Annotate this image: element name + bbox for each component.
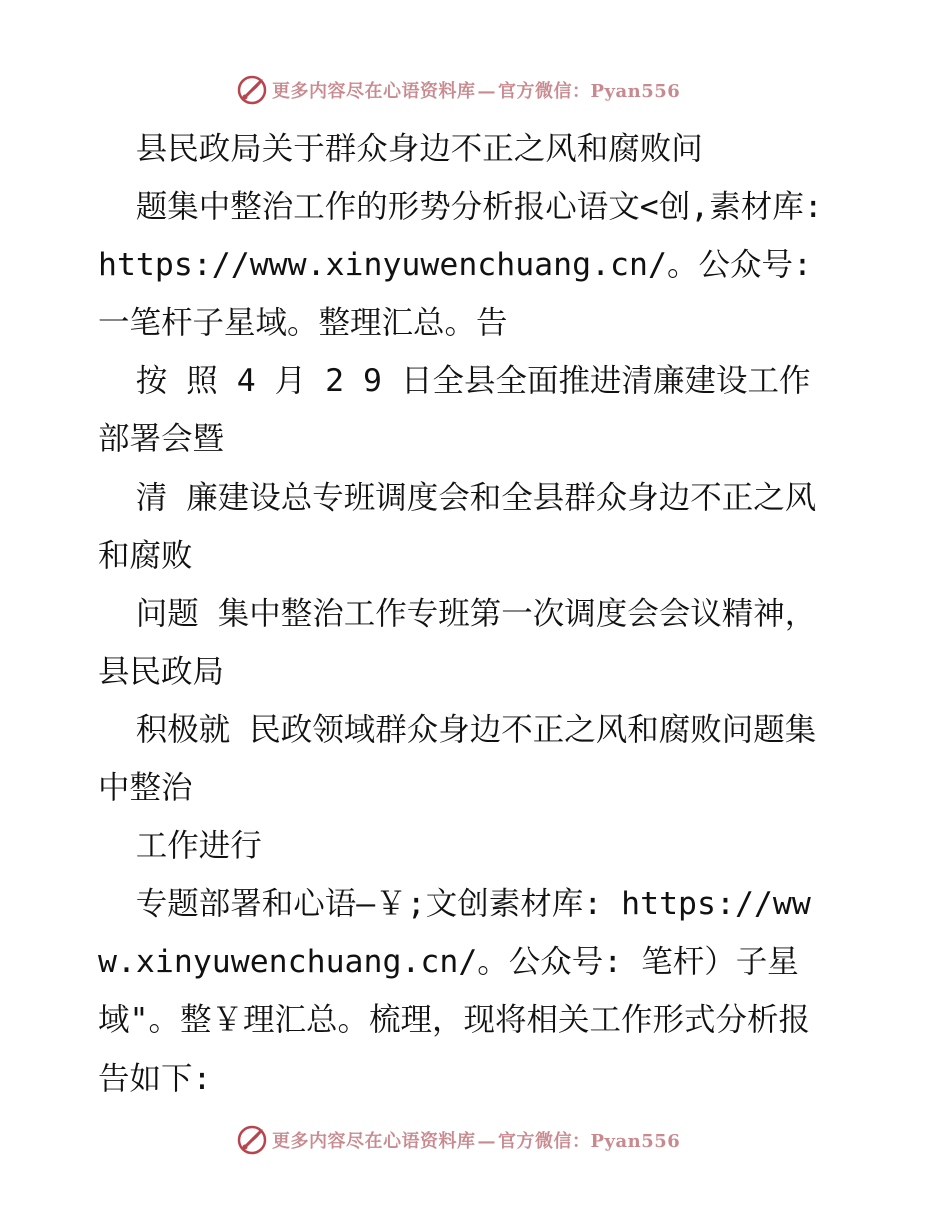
paragraph-meeting-reference: 按 照 4 月 2 9 日全县全面推进清廉建设工作部署会暨 <box>98 363 811 458</box>
document-body <box>98 120 838 1108</box>
paragraph-meeting-spirit: 问题 集中整治工作专班第一次调度会会议精神，县民政局 <box>98 595 817 690</box>
watermark-text <box>272 1127 680 1153</box>
watermark-header <box>0 70 950 110</box>
quill-seal-icon <box>236 1124 268 1156</box>
paragraph-title-continuation: 题集中整治工作的形势分析报心语文<创,素材库: https://www.xinyuwenchuang.cn/。公众号: 一笔杆子星域。整理汇总。告 <box>98 189 823 342</box>
watermark-brand: 更多内容尽在心语资料库 <box>272 81 476 102</box>
paragraph-title-line: 县民政局关于群众身边不正之风和腐败问 <box>135 131 703 167</box>
watermark-text <box>272 77 680 103</box>
paragraph-report-intro: 专题部署和心语—￥;文创素材库: https://www.xinyuwenchuang.cn/。公众号: 笔杆）子星域"。整￥理汇总。梳理，现将相关工作形式分析报告如下: <box>98 886 811 1097</box>
watermark-footer <box>0 1120 950 1160</box>
quill-seal-icon <box>236 74 268 106</box>
watermark-separator: — <box>477 81 496 102</box>
watermark-contact: 官方微信：Pyan556 <box>498 81 681 102</box>
paragraph-special-team: 清 廉建设总专班调度会和全县群众身边不正之风和腐败 <box>98 479 817 574</box>
watermark-separator: — <box>477 1131 496 1152</box>
watermark-brand: 更多内容尽在心语资料库 <box>272 1131 476 1152</box>
paragraph-rectification: 积极就 民政领域群众身边不正之风和腐败问题集中整治 <box>98 711 817 807</box>
watermark-contact: 官方微信：Pyan556 <box>498 1131 681 1152</box>
paragraph-work-progress: 工作进行 <box>135 828 262 865</box>
